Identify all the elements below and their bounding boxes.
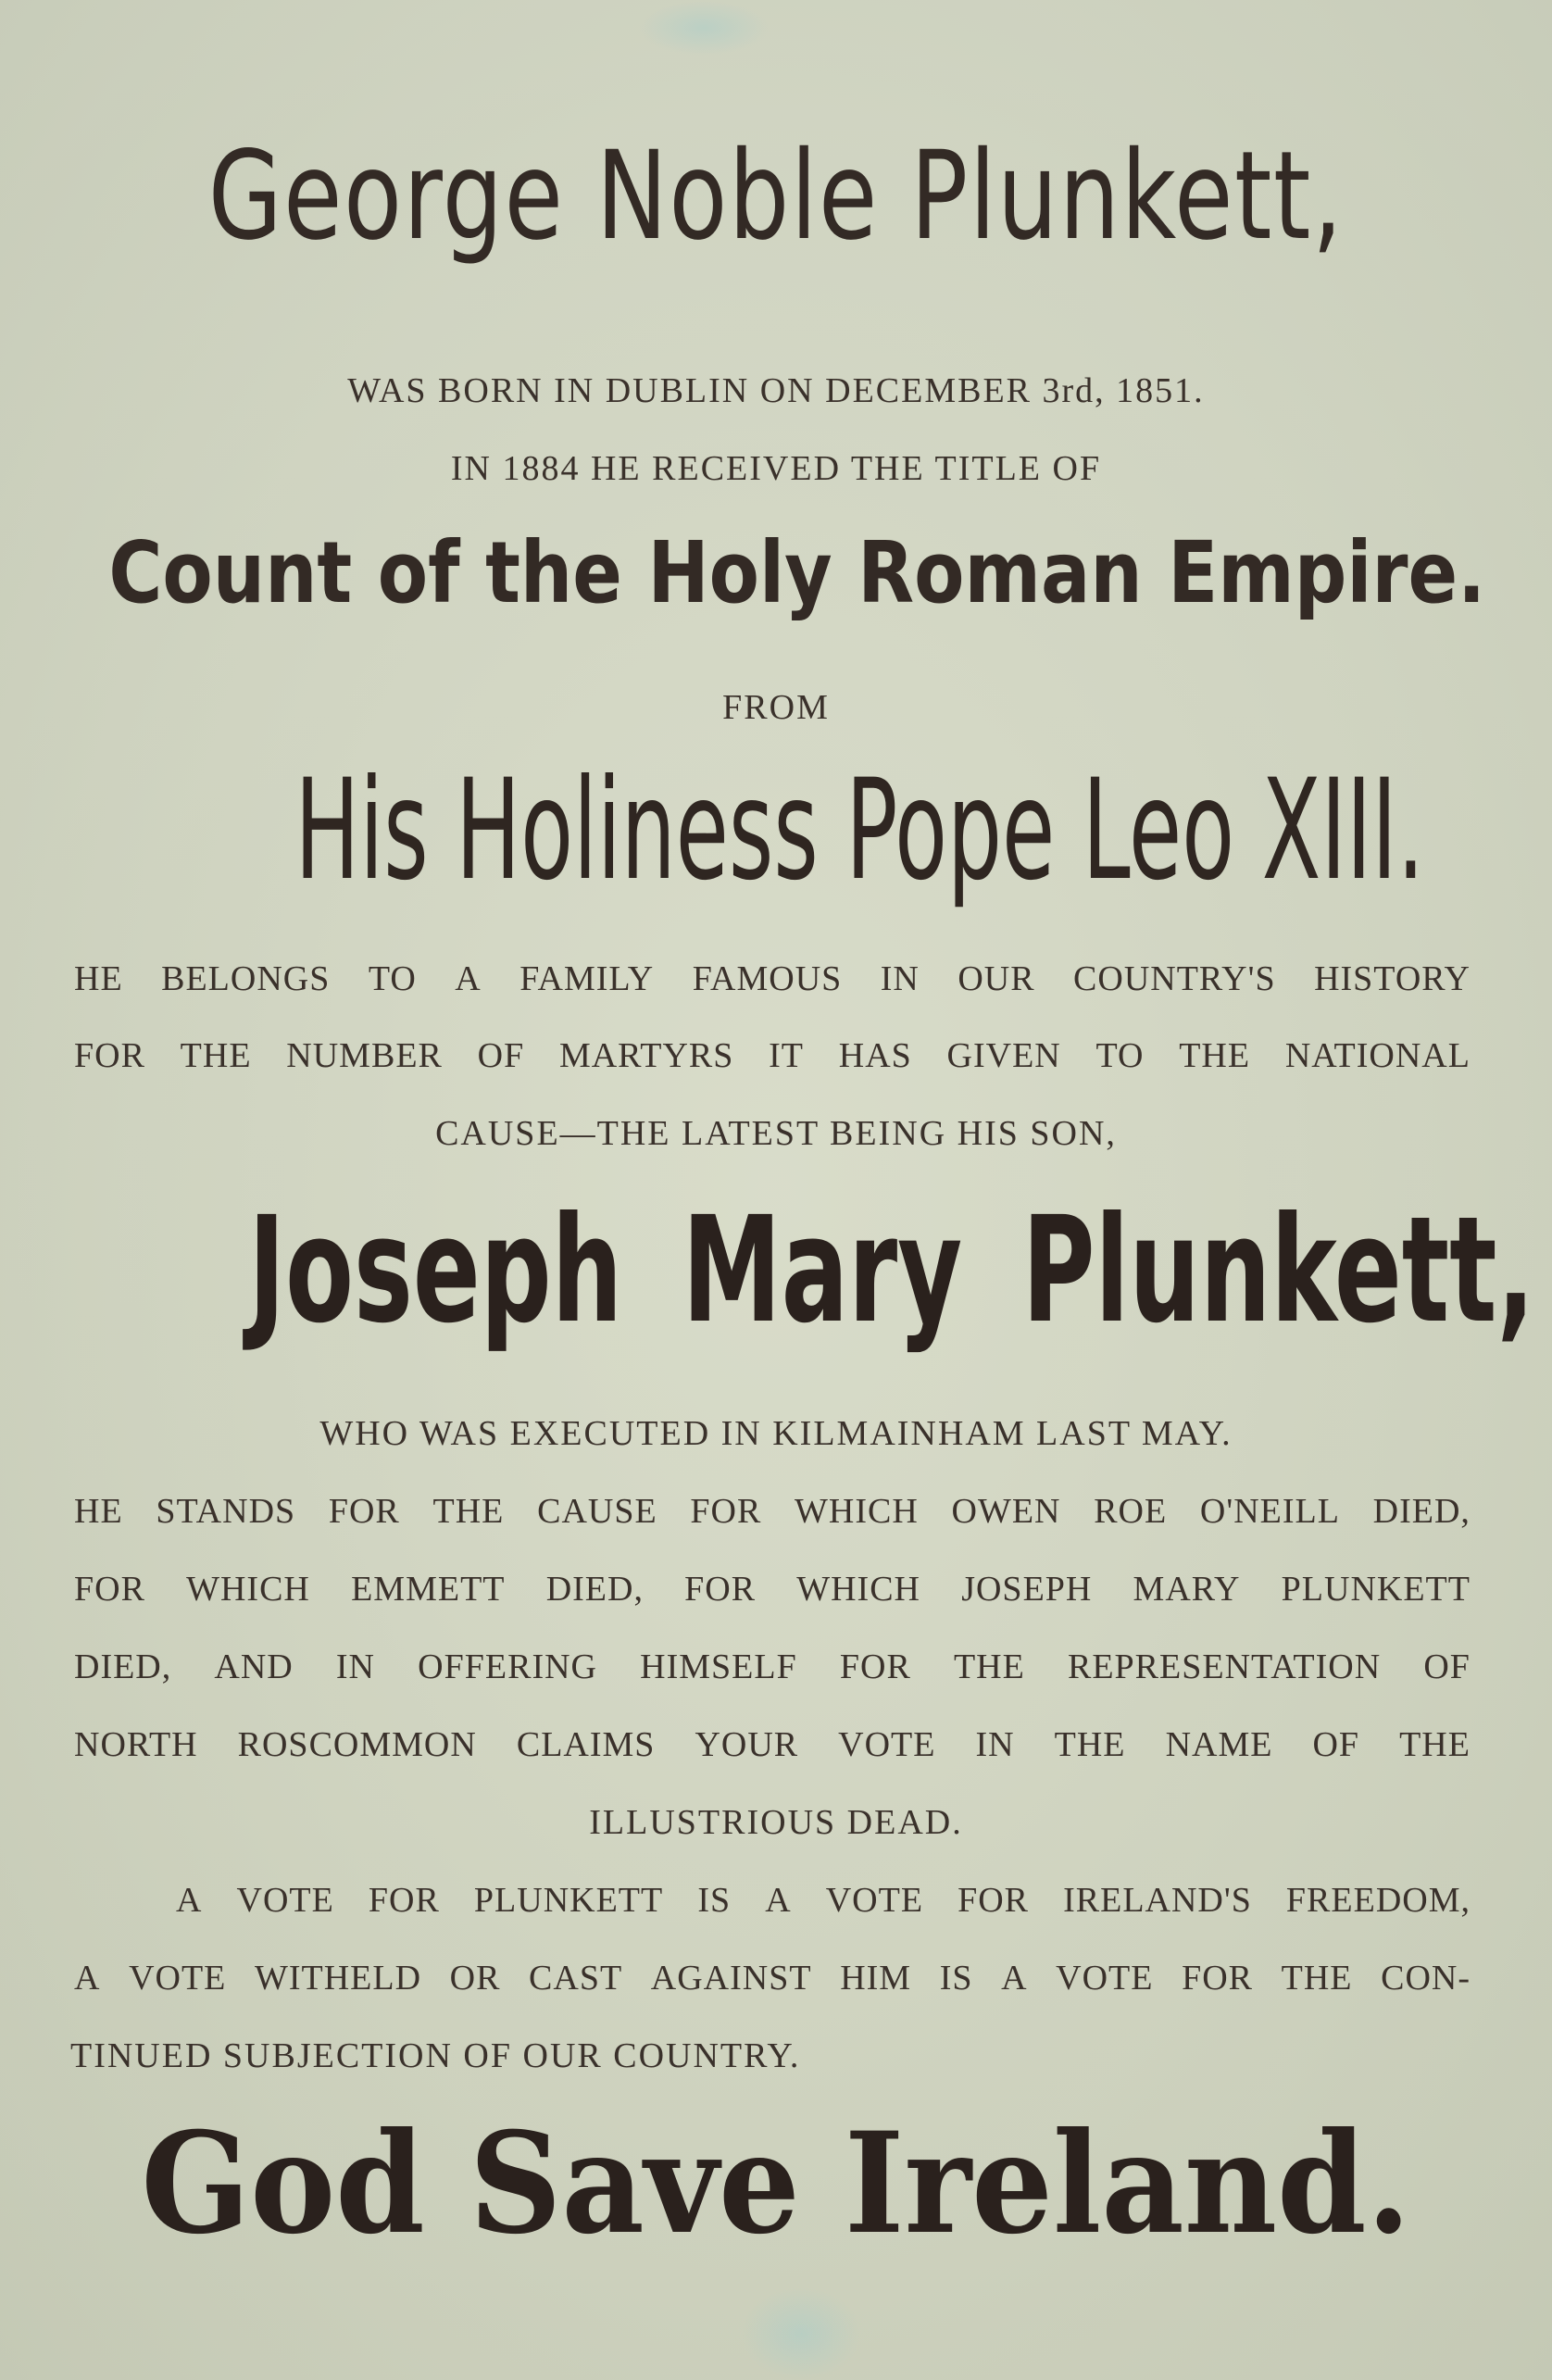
cause-line-4: NORTH ROSCOMMON CLAIMS YOUR VOTE IN THE NAME OF THE xyxy=(74,1725,1471,1764)
headline-name: George Noble Plunkett, xyxy=(207,125,1345,268)
pope-name: His Holiness Pope Leo XIII. xyxy=(294,750,1425,911)
title-name: Count of the Holy Roman Empire. xyxy=(108,523,1486,622)
executed-line: WHO WAS EXECUTED IN KILMAINHAM LAST MAY. xyxy=(319,1414,1233,1453)
cause-line-1: HE STANDS FOR THE CAUSE FOR WHICH OWEN ROE O'NEILL DIED, xyxy=(74,1492,1471,1531)
vote-line-1: A VOTE FOR PLUNKETT IS A VOTE FOR IRELAND'S FREEDOM, xyxy=(176,1881,1471,1920)
title-line: IN 1884 HE RECEIVED THE TITLE OF xyxy=(450,449,1102,488)
cause-line-2: FOR WHICH EMMETT DIED, FOR WHICH JOSEPH MARY PLUNKETT xyxy=(74,1570,1471,1609)
vote-line-2: A VOTE WITHELD OR CAST AGAINST HIM IS A VOTE FOR THE CON- xyxy=(74,1959,1471,1998)
family-line-3: CAUSE—THE LATEST BEING HIS SON, xyxy=(435,1114,1117,1153)
paper-stain xyxy=(639,0,769,56)
paper-stain xyxy=(741,2287,861,2380)
born-line: WAS BORN IN DUBLIN ON DECEMBER 3rd, 1851. xyxy=(347,371,1205,410)
closing-slogan: God Save Ireland. xyxy=(141,2102,1411,2265)
cause-line-5: ILLUSTRIOUS DEAD. xyxy=(589,1803,963,1842)
cause-line-3: DIED, AND IN OFFERING HIMSELF FOR THE REPRESENTATION OF xyxy=(74,1647,1471,1686)
son-name: Joseph Mary Plunkett, xyxy=(248,1185,1535,1356)
vote-line-3: TINUED SUBJECTION OF OUR COUNTRY. xyxy=(70,2036,801,2075)
from-word: FROM xyxy=(722,688,830,727)
family-line-2: FOR THE NUMBER OF MARTYRS IT HAS GIVEN TO THE NATIONAL xyxy=(74,1036,1471,1075)
family-line-1: HE BELONGS TO A FAMILY FAMOUS IN OUR COUNTRY'S HISTORY xyxy=(74,959,1471,998)
